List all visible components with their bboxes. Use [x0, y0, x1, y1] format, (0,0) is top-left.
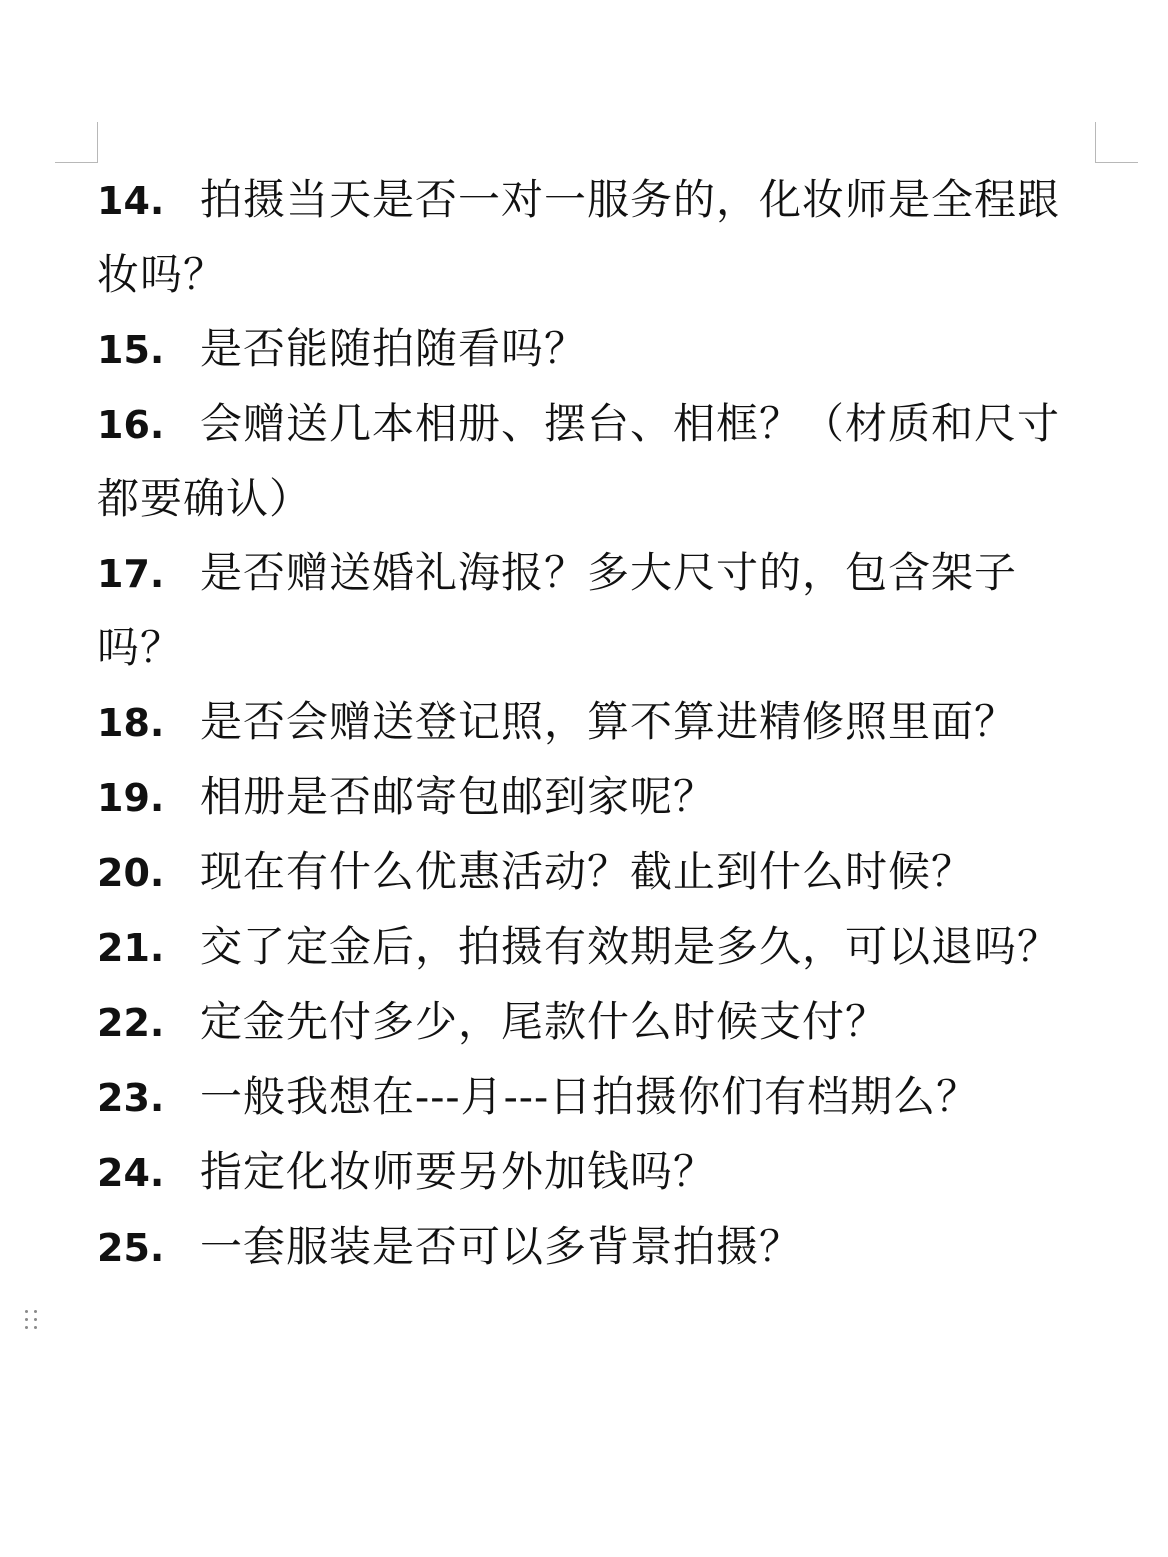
item-text: 现在有什么优惠活动？截止到什么时候？	[200, 847, 975, 896]
item-text: 一般我想在---月---日拍摄你们有档期么？	[200, 1072, 980, 1121]
item-text: 是否能随拍随看吗？	[200, 324, 588, 373]
list-item[interactable]	[97, 163, 1095, 312]
item-number: 20.	[97, 851, 165, 895]
list-item[interactable]	[97, 1135, 1095, 1210]
list-item[interactable]	[97, 387, 1095, 536]
item-number: 19.	[97, 776, 165, 820]
item-number: 24.	[97, 1151, 165, 1195]
list-item[interactable]	[97, 985, 1095, 1060]
item-text: 指定化妆师要另外加钱吗？	[200, 1147, 717, 1196]
item-text: 一套服装是否可以多背景拍摄？	[200, 1222, 803, 1271]
item-text: 会赠送几本相册、摆台、相框？（材质和尺寸都要确认）	[97, 399, 1061, 523]
item-text: 拍摄当天是否一对一服务的，化妆师是全程跟妆吗？	[97, 175, 1061, 299]
item-number: 25.	[97, 1226, 165, 1270]
list-item[interactable]	[97, 910, 1095, 985]
question-list	[97, 163, 1095, 1285]
item-text: 交了定金后，拍摄有效期是多久，可以退吗？	[200, 922, 1061, 971]
list-item[interactable]	[97, 312, 1095, 387]
item-text: 是否赠送婚礼海报？多大尺寸的，包含架子吗？	[97, 548, 1018, 672]
item-text: 是否会赠送登记照，算不算进精修照里面？	[200, 697, 1018, 746]
list-item[interactable]	[97, 835, 1095, 910]
item-number: 22.	[97, 1001, 165, 1045]
item-number: 21.	[97, 926, 165, 970]
drag-handle-icon[interactable]	[25, 1310, 39, 1332]
page-corner-mark-top-right	[1095, 122, 1138, 163]
list-item[interactable]	[97, 536, 1095, 685]
list-item[interactable]	[97, 760, 1095, 835]
page-corner-mark-top-left	[55, 122, 98, 163]
list-item[interactable]	[97, 1060, 1095, 1135]
item-number: 16.	[97, 403, 165, 447]
list-item[interactable]	[97, 685, 1095, 760]
item-number: 15.	[97, 328, 165, 372]
item-text: 定金先付多少，尾款什么时候支付？	[200, 997, 889, 1046]
item-number: 18.	[97, 701, 165, 745]
item-text: 相册是否邮寄包邮到家呢？	[200, 772, 717, 821]
item-number: 17.	[97, 552, 165, 596]
item-number: 14.	[97, 179, 165, 223]
list-item[interactable]	[97, 1210, 1095, 1285]
item-number: 23.	[97, 1076, 165, 1120]
